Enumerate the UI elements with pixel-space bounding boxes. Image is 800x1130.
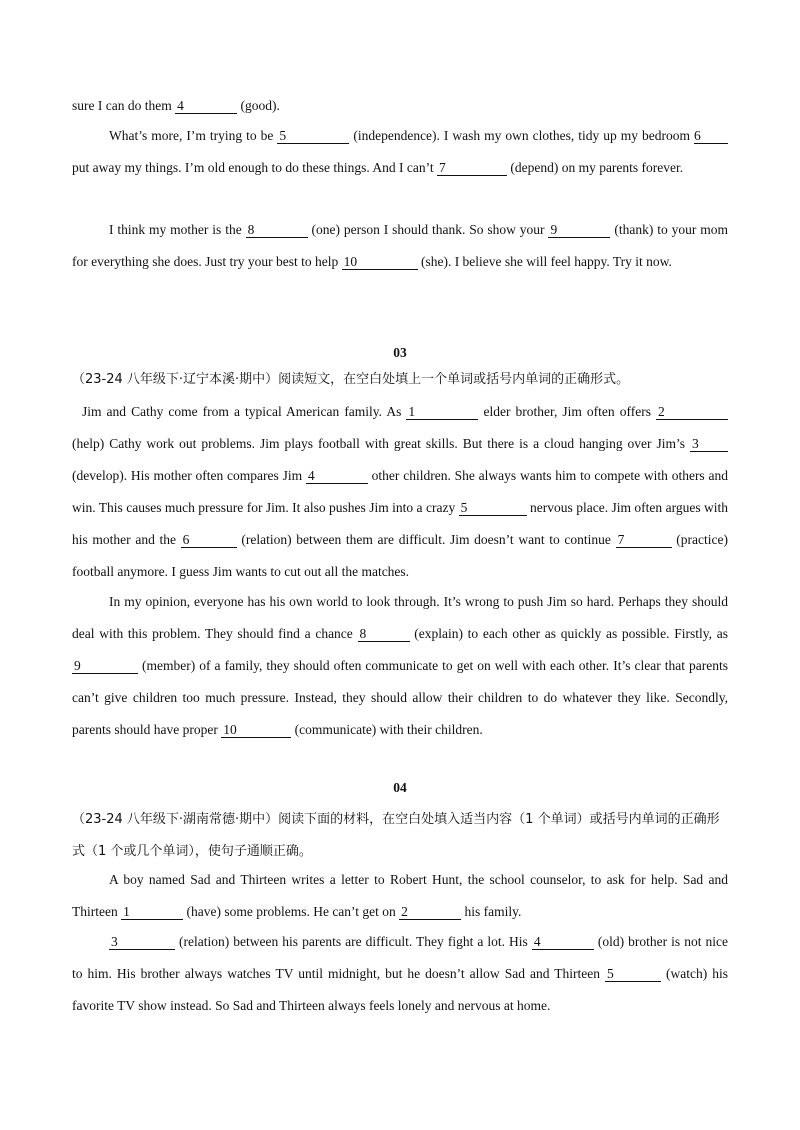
s03-paragraph-2: In my opinion, everyone has his own world to look through. It’s wrong to push Jim so hard. Perhaps they should deal with this problem. They should find a chance 8 (explain) to each other as quickly as possible. Firstly, as 9 (member) of a family, they should often communicate to get on well with each other. It’s clear that parents can’t give children too much pressure. Instead, they should allow their children to do whatever they like. Secondly, parents should have proper 10 (communicate) with their children. bbox=[72, 594, 728, 737]
s02-paragraph-2: What’s more, I’m trying to be 5 (independence). I wash my own clothes, tidy up my bedroom 6 put away my things. I’m old enough to do these things. And I can’t 7 (depend) on my parents forever. bbox=[72, 120, 728, 184]
blank-8[interactable]: 8 bbox=[246, 222, 308, 238]
s02-paragraph-1: sure I can do them 4 (good). bbox=[72, 98, 280, 113]
section-number-04: 04 bbox=[393, 780, 407, 795]
blank-4[interactable]: 4 bbox=[175, 98, 237, 114]
blank-10[interactable]: 10 bbox=[342, 254, 418, 270]
blank-2[interactable]: 2 bbox=[656, 404, 728, 420]
blank-8[interactable]: 8 bbox=[358, 626, 410, 642]
blank-2[interactable]: 2 bbox=[399, 904, 461, 920]
blank-10[interactable]: 10 bbox=[221, 722, 291, 738]
blank-9[interactable]: 9 bbox=[548, 222, 610, 238]
blank-6[interactable]: 6 bbox=[694, 128, 728, 144]
s02-paragraph-3: I think my mother is the 8 (one) person I should thank. So show your 9 (thank) to your mom for everything she does. Just try your best to help 10 (she). I believe she will feel happy. Try it now. bbox=[72, 222, 728, 269]
section-number-03: 03 bbox=[393, 345, 407, 360]
s03-paragraph-1: Jim and Cathy come from a typical American family. As 1 elder brother, Jim often offers 2 (help) Cathy work out problems. Jim plays football with great skills. But there is a cloud hanging over Jim’s 3 (develop). His mother often compares Jim 4 other children. She always wants him to compete with others and win. This causes much pressure for Jim. It also pushes Jim into a crazy 5 nervous place. Jim often argues with his mother and the 6 (relation) between them are difficult. Jim doesn’t want to continue 7 (practice) football anymore. I guess Jim wants to cut out all the matches. bbox=[72, 404, 728, 579]
blank-4[interactable]: 4 bbox=[306, 468, 368, 484]
section-04-instruction: （23-24 八年级下·湖南常德·期中）阅读下面的材料，在空白处填入适当内容（1 个单词）或括号内单词的正确形式（1 个或几个单词），使句子通顺正确。 bbox=[72, 812, 720, 859]
s04-paragraph-2: 3 (relation) between his parents are difficult. They fight a lot. His 4 (old) brother is not nice to him. His brother always watches TV until midnight, but he doesn’t allow Sad and Thirteen 5 (watch) his favorite TV show instead. So Sad and Thirteen always feels lonely and nervous at home. bbox=[72, 934, 729, 1013]
blank-5[interactable]: 5 bbox=[277, 128, 349, 144]
blank-1[interactable]: 1 bbox=[121, 904, 183, 920]
blank-7[interactable]: 7 bbox=[616, 532, 672, 548]
blank-4[interactable]: 4 bbox=[532, 934, 594, 950]
s04-paragraph-1: A boy named Sad and Thirteen writes a letter to Robert Hunt, the school counselor, to ask for help. Sad and Thirteen 1 (have) some problems. He can’t get on 2 his family. bbox=[72, 872, 728, 919]
blank-6[interactable]: 6 bbox=[181, 532, 237, 548]
blank-3[interactable]: 3 bbox=[690, 436, 728, 452]
blank-5[interactable]: 5 bbox=[459, 500, 527, 516]
blank-1[interactable]: 1 bbox=[406, 404, 478, 420]
blank-3[interactable]: 3 bbox=[109, 934, 175, 950]
blank-7[interactable]: 7 bbox=[437, 160, 507, 176]
blank-5[interactable]: 5 bbox=[605, 966, 661, 982]
blank-9[interactable]: 9 bbox=[72, 658, 138, 674]
section-03-instruction: （23-24 八年级下·辽宁本溪·期中）阅读短文，在空白处填上一个单词或括号内单词的正确形式。 bbox=[72, 372, 630, 387]
